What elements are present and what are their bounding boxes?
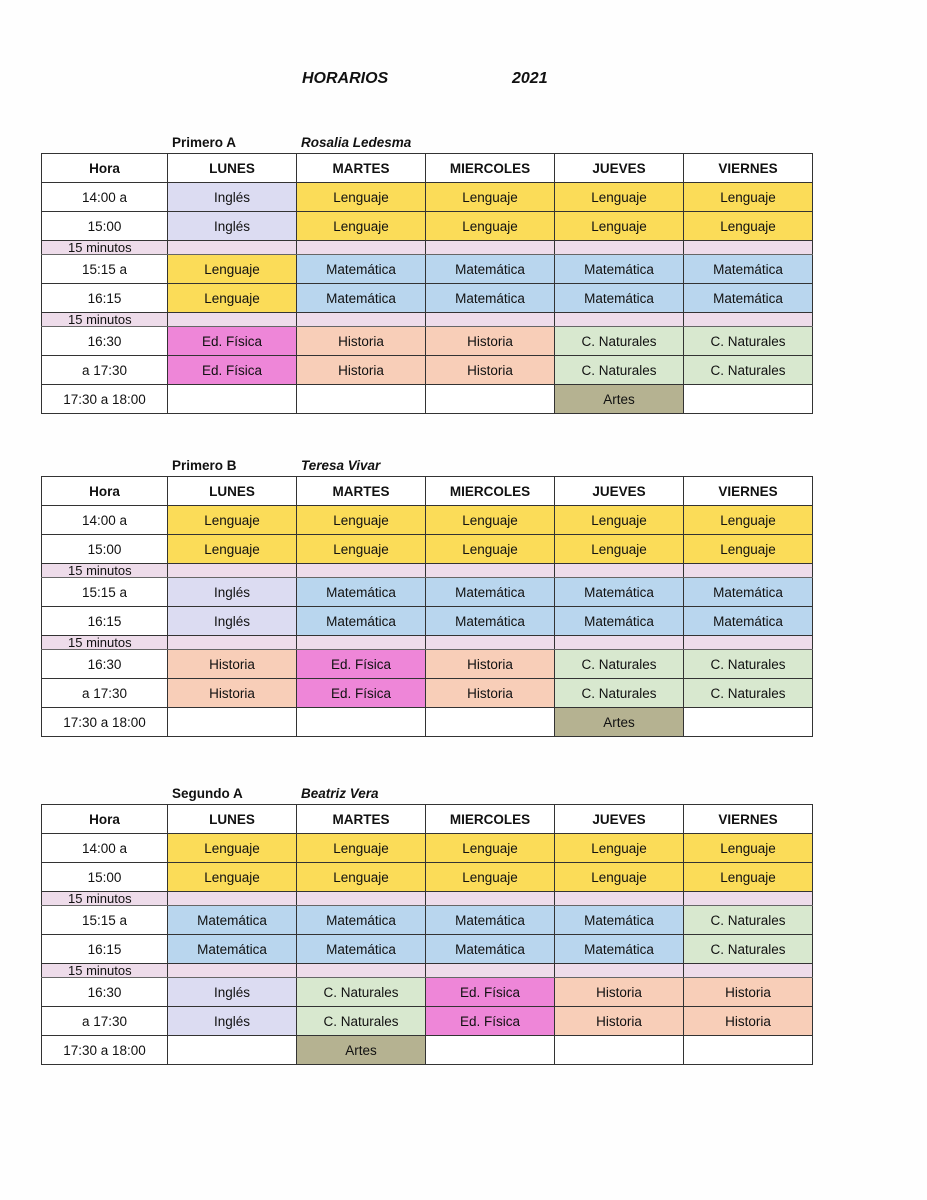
- time-cell: 17:30 a 18:00: [42, 708, 168, 737]
- time-cell: 17:30 a 18:00: [42, 385, 168, 414]
- subject-cell: Ed. Física: [297, 679, 426, 708]
- subject-cell: Lenguaje: [297, 863, 426, 892]
- time-cell: 14:00 a: [42, 834, 168, 863]
- subject-cell: Lenguaje: [555, 535, 684, 564]
- table-row: [42, 650, 813, 679]
- subject-cell: Matemática: [426, 578, 555, 607]
- column-header-lunes: LUNES: [168, 477, 297, 506]
- subject-cell: Lenguaje: [297, 834, 426, 863]
- column-header-lunes: LUNES: [168, 154, 297, 183]
- subject-cell: Lenguaje: [684, 183, 813, 212]
- subject-cell: Historia: [684, 1007, 813, 1036]
- break-cell: [168, 313, 297, 327]
- column-header-viernes: VIERNES: [684, 154, 813, 183]
- time-cell: 17:30 a 18:00: [42, 1036, 168, 1065]
- time-cell: 15:15 a: [42, 255, 168, 284]
- column-header-miercoles: MIERCOLES: [426, 477, 555, 506]
- table-row: [42, 1036, 813, 1065]
- column-header-martes: MARTES: [297, 805, 426, 834]
- column-header-jueves: JUEVES: [555, 805, 684, 834]
- subject-cell: Inglés: [168, 607, 297, 636]
- break-row: [42, 564, 813, 578]
- break-cell: [297, 964, 426, 978]
- subject-cell: Historia: [168, 679, 297, 708]
- subject-cell: Matemática: [684, 284, 813, 313]
- page-title: HORARIOS: [302, 70, 389, 87]
- schedule-table: [41, 476, 813, 737]
- column-header-hora: Hora: [42, 805, 168, 834]
- group-name: Primero A: [172, 135, 237, 150]
- subject-cell: Historia: [555, 978, 684, 1007]
- time-cell: 16:15: [42, 935, 168, 964]
- break-label: 15 minutos: [42, 636, 168, 650]
- time-cell: 15:00: [42, 863, 168, 892]
- schedule-segundo-a: [41, 786, 813, 1065]
- time-cell: 16:15: [42, 607, 168, 636]
- table-row: [42, 834, 813, 863]
- subject-cell: Inglés: [168, 1007, 297, 1036]
- subject-cell: Lenguaje: [684, 212, 813, 241]
- subject-cell: Lenguaje: [684, 863, 813, 892]
- break-label: 15 minutos: [42, 892, 168, 906]
- column-header-martes: MARTES: [297, 477, 426, 506]
- time-cell: 15:00: [42, 535, 168, 564]
- table-row: [42, 284, 813, 313]
- subject-cell: Lenguaje: [684, 506, 813, 535]
- break-cell: [426, 964, 555, 978]
- empty-cell: [684, 385, 813, 414]
- subject-cell: Matemática: [297, 935, 426, 964]
- subject-cell: Matemática: [684, 578, 813, 607]
- break-cell: [426, 636, 555, 650]
- break-cell: [555, 964, 684, 978]
- subject-cell: Historia: [297, 327, 426, 356]
- subject-cell: Matemática: [297, 607, 426, 636]
- subject-cell: Matemática: [426, 607, 555, 636]
- empty-cell: [297, 708, 426, 737]
- subject-cell: Artes: [555, 708, 684, 737]
- empty-cell: [168, 1036, 297, 1065]
- subject-cell: Inglés: [168, 578, 297, 607]
- subject-cell: Historia: [426, 650, 555, 679]
- subject-cell: Matemática: [297, 255, 426, 284]
- subject-cell: Matemática: [426, 906, 555, 935]
- subject-cell: Ed. Física: [297, 650, 426, 679]
- empty-cell: [168, 385, 297, 414]
- break-cell: [555, 892, 684, 906]
- table-row: [42, 607, 813, 636]
- subject-cell: Lenguaje: [555, 834, 684, 863]
- subject-cell: C. Naturales: [684, 935, 813, 964]
- empty-cell: [684, 1036, 813, 1065]
- break-row: [42, 313, 813, 327]
- break-cell: [168, 636, 297, 650]
- empty-cell: [168, 708, 297, 737]
- subject-cell: Lenguaje: [426, 834, 555, 863]
- break-label: 15 minutos: [42, 964, 168, 978]
- time-cell: 14:00 a: [42, 506, 168, 535]
- break-cell: [684, 892, 813, 906]
- break-cell: [684, 964, 813, 978]
- column-header-miercoles: MIERCOLES: [426, 154, 555, 183]
- subject-cell: Lenguaje: [168, 284, 297, 313]
- schedule-table: [41, 153, 813, 414]
- subject-cell: Lenguaje: [555, 212, 684, 241]
- subject-cell: Inglés: [168, 212, 297, 241]
- subject-cell: Matemática: [555, 255, 684, 284]
- break-cell: [426, 892, 555, 906]
- subject-cell: Lenguaje: [297, 212, 426, 241]
- break-cell: [684, 564, 813, 578]
- subject-cell: Ed. Física: [168, 327, 297, 356]
- schedule-caption: [41, 786, 813, 804]
- subject-cell: Lenguaje: [426, 863, 555, 892]
- subject-cell: Lenguaje: [168, 863, 297, 892]
- subject-cell: Matemática: [168, 935, 297, 964]
- break-cell: [684, 241, 813, 255]
- break-cell: [426, 241, 555, 255]
- column-header-martes: MARTES: [297, 154, 426, 183]
- table-row: [42, 708, 813, 737]
- header-row: [42, 154, 813, 183]
- subject-cell: Lenguaje: [555, 183, 684, 212]
- table-row: [42, 935, 813, 964]
- column-header-viernes: VIERNES: [684, 477, 813, 506]
- subject-cell: Lenguaje: [426, 212, 555, 241]
- table-row: [42, 327, 813, 356]
- subject-cell: Matemática: [426, 255, 555, 284]
- column-header-hora: Hora: [42, 154, 168, 183]
- time-cell: 14:00 a: [42, 183, 168, 212]
- subject-cell: Lenguaje: [297, 535, 426, 564]
- subject-cell: C. Naturales: [555, 650, 684, 679]
- break-cell: [297, 636, 426, 650]
- table-row: [42, 356, 813, 385]
- subject-cell: Matemática: [555, 284, 684, 313]
- subject-cell: C. Naturales: [684, 906, 813, 935]
- subject-cell: Lenguaje: [684, 535, 813, 564]
- table-row: [42, 1007, 813, 1036]
- teacher-name: Teresa Vivar: [301, 458, 381, 473]
- column-header-jueves: JUEVES: [555, 477, 684, 506]
- subject-cell: C. Naturales: [684, 679, 813, 708]
- subject-cell: Historia: [297, 356, 426, 385]
- subject-cell: Lenguaje: [168, 255, 297, 284]
- break-cell: [555, 241, 684, 255]
- break-row: [42, 892, 813, 906]
- break-cell: [297, 241, 426, 255]
- break-cell: [426, 313, 555, 327]
- table-row: [42, 906, 813, 935]
- subject-cell: Matemática: [555, 935, 684, 964]
- break-label: 15 minutos: [42, 564, 168, 578]
- subject-cell: Historia: [168, 650, 297, 679]
- subject-cell: Inglés: [168, 183, 297, 212]
- subject-cell: Lenguaje: [555, 506, 684, 535]
- table-row: [42, 535, 813, 564]
- subject-cell: Matemática: [168, 906, 297, 935]
- subject-cell: Lenguaje: [426, 183, 555, 212]
- header-row: [42, 477, 813, 506]
- subject-cell: Matemática: [426, 935, 555, 964]
- break-cell: [555, 564, 684, 578]
- subject-cell: C. Naturales: [684, 327, 813, 356]
- break-cell: [168, 241, 297, 255]
- column-header-miercoles: MIERCOLES: [426, 805, 555, 834]
- subject-cell: C. Naturales: [684, 356, 813, 385]
- header-row: [42, 805, 813, 834]
- group-name: Segundo A: [172, 786, 243, 801]
- subject-cell: C. Naturales: [684, 650, 813, 679]
- subject-cell: Matemática: [426, 284, 555, 313]
- time-cell: 15:00: [42, 212, 168, 241]
- break-cell: [297, 892, 426, 906]
- break-cell: [168, 564, 297, 578]
- empty-cell: [297, 385, 426, 414]
- subject-cell: Ed. Física: [426, 1007, 555, 1036]
- break-label: 15 minutos: [42, 313, 168, 327]
- teacher-name: Beatriz Vera: [301, 786, 379, 801]
- schedule-caption: [41, 135, 813, 153]
- break-cell: [555, 636, 684, 650]
- subject-cell: Artes: [555, 385, 684, 414]
- column-header-viernes: VIERNES: [684, 805, 813, 834]
- break-cell: [297, 564, 426, 578]
- break-cell: [555, 313, 684, 327]
- schedule-table: [41, 804, 813, 1065]
- break-cell: [168, 892, 297, 906]
- time-cell: a 17:30: [42, 679, 168, 708]
- table-row: [42, 978, 813, 1007]
- subject-cell: C. Naturales: [555, 327, 684, 356]
- subject-cell: Matemática: [555, 607, 684, 636]
- empty-cell: [684, 708, 813, 737]
- table-row: [42, 183, 813, 212]
- table-row: [42, 506, 813, 535]
- subject-cell: Historia: [426, 356, 555, 385]
- subject-cell: Artes: [297, 1036, 426, 1065]
- subject-cell: Ed. Física: [168, 356, 297, 385]
- schedule-primero-b: [41, 458, 813, 737]
- subject-cell: Inglés: [168, 978, 297, 1007]
- subject-cell: Lenguaje: [168, 834, 297, 863]
- break-row: [42, 241, 813, 255]
- column-header-jueves: JUEVES: [555, 154, 684, 183]
- time-cell: 16:15: [42, 284, 168, 313]
- column-header-lunes: LUNES: [168, 805, 297, 834]
- time-cell: 16:30: [42, 327, 168, 356]
- break-cell: [426, 564, 555, 578]
- group-name: Primero B: [172, 458, 237, 473]
- empty-cell: [555, 1036, 684, 1065]
- subject-cell: Lenguaje: [168, 535, 297, 564]
- subject-cell: C. Naturales: [555, 356, 684, 385]
- table-row: [42, 255, 813, 284]
- break-label: 15 minutos: [42, 241, 168, 255]
- subject-cell: C. Naturales: [555, 679, 684, 708]
- subject-cell: Historia: [426, 679, 555, 708]
- break-cell: [684, 313, 813, 327]
- subject-cell: Matemática: [555, 578, 684, 607]
- subject-cell: Lenguaje: [297, 506, 426, 535]
- subject-cell: Matemática: [684, 255, 813, 284]
- time-cell: 15:15 a: [42, 578, 168, 607]
- break-cell: [297, 313, 426, 327]
- teacher-name: Rosalia Ledesma: [301, 135, 412, 150]
- time-cell: 16:30: [42, 650, 168, 679]
- column-header-hora: Hora: [42, 477, 168, 506]
- subject-cell: Matemática: [297, 578, 426, 607]
- subject-cell: Matemática: [684, 607, 813, 636]
- subject-cell: C. Naturales: [297, 978, 426, 1007]
- break-cell: [168, 964, 297, 978]
- subject-cell: Lenguaje: [168, 506, 297, 535]
- subject-cell: Historia: [426, 327, 555, 356]
- table-row: [42, 385, 813, 414]
- page-year: 2021: [512, 70, 548, 87]
- empty-cell: [426, 385, 555, 414]
- table-row: [42, 679, 813, 708]
- subject-cell: Ed. Física: [426, 978, 555, 1007]
- subject-cell: Matemática: [297, 284, 426, 313]
- subject-cell: C. Naturales: [297, 1007, 426, 1036]
- subject-cell: Lenguaje: [297, 183, 426, 212]
- schedule-primero-a: [41, 135, 813, 414]
- time-cell: 15:15 a: [42, 906, 168, 935]
- time-cell: a 17:30: [42, 1007, 168, 1036]
- subject-cell: Historia: [684, 978, 813, 1007]
- subject-cell: Lenguaje: [684, 834, 813, 863]
- table-row: [42, 212, 813, 241]
- subject-cell: Matemática: [555, 906, 684, 935]
- empty-cell: [426, 1036, 555, 1065]
- empty-cell: [426, 708, 555, 737]
- subject-cell: Matemática: [297, 906, 426, 935]
- subject-cell: Historia: [555, 1007, 684, 1036]
- time-cell: a 17:30: [42, 356, 168, 385]
- break-row: [42, 964, 813, 978]
- subject-cell: Lenguaje: [555, 863, 684, 892]
- break-row: [42, 636, 813, 650]
- schedule-caption: [41, 458, 813, 476]
- table-row: [42, 863, 813, 892]
- table-row: [42, 578, 813, 607]
- subject-cell: Lenguaje: [426, 506, 555, 535]
- time-cell: 16:30: [42, 978, 168, 1007]
- subject-cell: Lenguaje: [426, 535, 555, 564]
- break-cell: [684, 636, 813, 650]
